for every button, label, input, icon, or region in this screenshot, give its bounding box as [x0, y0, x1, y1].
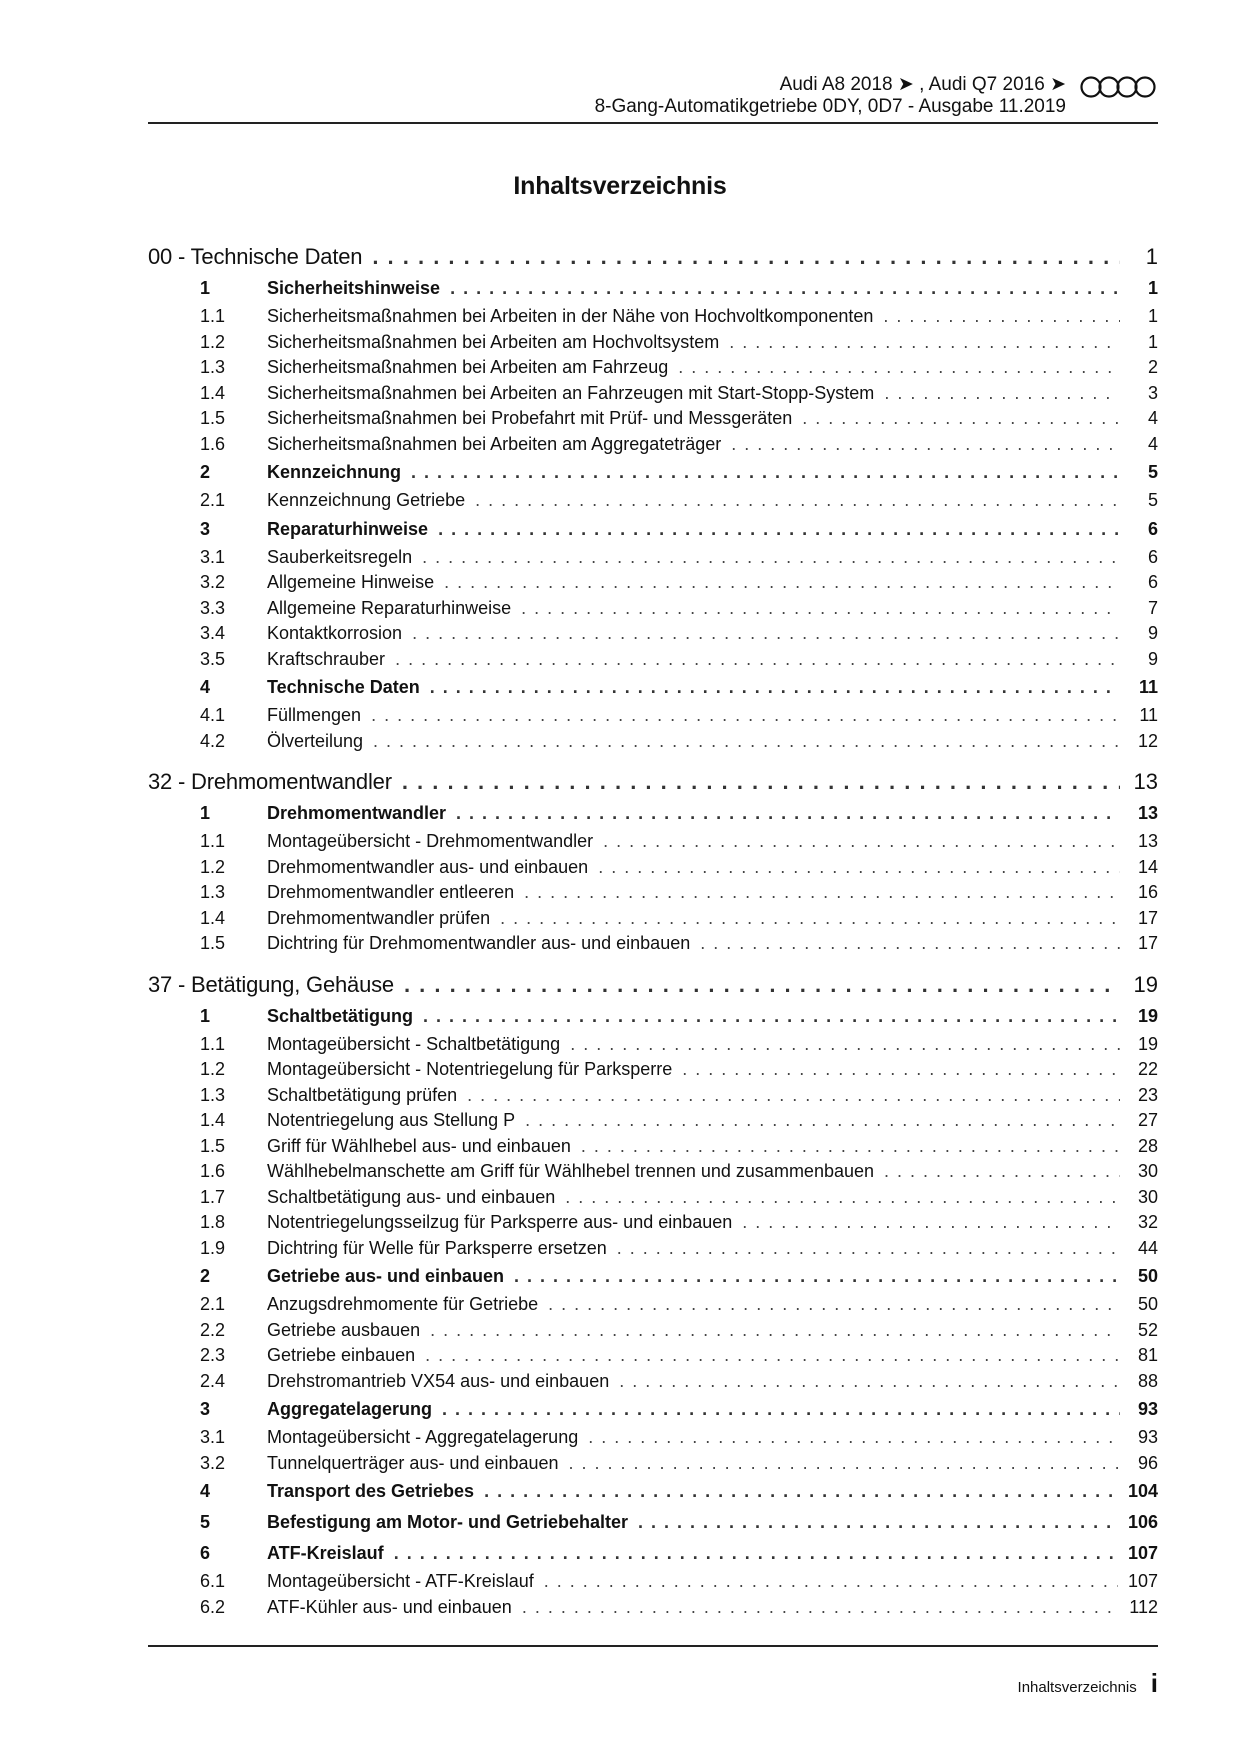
toc-page-number: 44 — [1137, 1237, 1158, 1258]
toc-number: 1 — [200, 803, 211, 823]
dot-leader — [371, 703, 1120, 729]
toc-page-number: 112 — [1129, 1596, 1158, 1617]
page-title: Inhaltsverzeichnis — [513, 172, 727, 200]
toc-number: 1.3 — [200, 882, 226, 902]
toc-label: Sicherheitsmaßnahmen bei Arbeiten an Fahrzeugen mit Start-Stopp-System — [267, 382, 875, 403]
toc-number: 3.4 — [200, 623, 226, 643]
dot-leader — [430, 672, 1120, 703]
toc-number: 3.1 — [200, 546, 226, 567]
toc-number: 3.2 — [200, 1452, 226, 1473]
toc-number: 3 — [200, 518, 211, 539]
dot-leader — [524, 880, 1120, 906]
toc-label: Kennzeichnung — [267, 462, 401, 482]
toc-entry[interactable] — [148, 1032, 1158, 1058]
toc-section[interactable] — [148, 672, 1158, 703]
dot-leader — [521, 596, 1120, 622]
toc-label: Technische Daten — [267, 677, 420, 697]
toc-entry[interactable] — [148, 406, 1158, 432]
toc-section[interactable] — [148, 1476, 1158, 1507]
dot-leader — [411, 457, 1120, 488]
toc-chapter-heading[interactable] — [148, 765, 1158, 798]
toc-entry[interactable] — [148, 1343, 1158, 1369]
toc-page-number: 9 — [1147, 623, 1158, 643]
toc-page-number: 5 — [1147, 462, 1158, 482]
toc-number: 1 — [200, 1005, 211, 1026]
toc-page-number: 2 — [1147, 357, 1158, 377]
toc-section[interactable] — [148, 798, 1158, 829]
toc-label: Getriebe aus- und einbauen — [267, 1266, 505, 1286]
toc-page-number: 30 — [1137, 1186, 1158, 1207]
toc-label: Getriebe ausbauen — [267, 1319, 421, 1340]
toc-number: 6 — [200, 1543, 211, 1563]
dot-leader — [500, 906, 1120, 932]
toc-section[interactable] — [148, 1507, 1158, 1538]
toc-label: Tunnelquerträger aus- und einbauen — [267, 1452, 559, 1473]
toc-entry[interactable] — [148, 432, 1158, 458]
toc-page-number: 5 — [1147, 490, 1158, 510]
toc-entry[interactable] — [148, 545, 1158, 571]
toc-page-number: 1 — [1145, 244, 1158, 269]
toc-entry[interactable] — [148, 621, 1158, 647]
toc-number: 1.9 — [200, 1237, 226, 1258]
toc-page-number: 23 — [1137, 1084, 1158, 1105]
toc-label: Sicherheitshinweise — [267, 278, 441, 298]
toc-label: Drehmomentwandler aus- und einbauen — [267, 856, 589, 877]
toc-section[interactable] — [148, 1538, 1158, 1569]
toc-number: 4 — [200, 1481, 211, 1501]
toc-label: ATF-Kühler aus- und einbauen — [267, 1596, 512, 1617]
toc-page-number: 17 — [1137, 907, 1158, 928]
toc-page-number: 1 — [1147, 331, 1158, 352]
toc-page-number: 93 — [1137, 1427, 1158, 1447]
dot-leader — [638, 1507, 1118, 1538]
toc-entry[interactable] — [148, 829, 1158, 855]
toc-label: Füllmengen — [267, 705, 362, 725]
toc-entry[interactable] — [148, 1292, 1158, 1318]
dot-leader — [450, 273, 1120, 304]
toc-label: 00 - Technische Daten — [148, 244, 363, 269]
toc-label: Reparaturhinweise — [267, 518, 429, 539]
toc-page-number: 107 — [1127, 1571, 1158, 1591]
footer-page-number: i — [1150, 1668, 1158, 1698]
dot-leader — [423, 1001, 1120, 1032]
dot-leader — [444, 570, 1120, 596]
toc-label: Aggregatelagerung — [267, 1399, 433, 1419]
dot-leader — [884, 381, 1120, 407]
toc-label: Schaltbetätigung aus- und einbauen — [267, 1186, 556, 1207]
dot-leader — [425, 1343, 1120, 1369]
dot-leader — [402, 765, 1120, 798]
toc-label: Drehstromantrieb VX54 aus- und einbauen — [267, 1370, 610, 1391]
dot-leader — [619, 1369, 1120, 1395]
toc-entry[interactable] — [148, 488, 1158, 514]
toc-page-number: 9 — [1147, 648, 1158, 669]
toc-page-number: 12 — [1137, 730, 1158, 751]
toc-label: Dichtring für Welle für Parksperre ersetzen — [267, 1237, 607, 1258]
toc-page-number: 6 — [1147, 572, 1158, 592]
toc-number: 3.1 — [200, 1427, 226, 1447]
toc-page-number: 14 — [1137, 856, 1158, 877]
toc-page-number: 32 — [1137, 1212, 1158, 1232]
toc-number: 1.5 — [200, 408, 226, 428]
toc-entry[interactable] — [148, 1185, 1158, 1211]
toc-label: Drehmomentwandler prüfen — [267, 907, 491, 928]
toc-entry[interactable] — [148, 647, 1158, 673]
toc-label: Sicherheitsmaßnahmen bei Arbeiten am Aggregateträger — [267, 433, 722, 454]
toc-number: 1.6 — [200, 1161, 226, 1181]
dot-leader — [569, 1451, 1120, 1477]
toc-label: Griff für Wählhebel aus- und einbauen — [267, 1135, 571, 1156]
toc-number: 1.8 — [200, 1212, 226, 1232]
toc-number: 3 — [200, 1399, 211, 1419]
toc-chapter — [148, 240, 1158, 754]
toc-label: 32 - Drehmomentwandler — [148, 769, 392, 794]
toc-number: 3.3 — [200, 597, 226, 618]
toc-number: 1.2 — [200, 331, 226, 352]
footer-label: Inhaltsverzeichnis — [1017, 1679, 1137, 1696]
toc-label: Dichtring für Drehmomentwandler aus- und einbauen — [267, 933, 691, 953]
toc-number: 1.5 — [200, 1135, 226, 1156]
toc-section[interactable] — [148, 457, 1158, 488]
toc-page-number: 104 — [1127, 1481, 1158, 1501]
toc-page-number: 96 — [1137, 1452, 1158, 1473]
dot-leader — [456, 798, 1120, 829]
toc-label: Transport des Getriebes — [267, 1481, 475, 1501]
toc-number: 2.1 — [200, 1294, 226, 1314]
toc-label: Sicherheitsmaßnahmen bei Arbeiten am Fahrzeug — [267, 357, 669, 377]
toc-label: Befestigung am Motor- und Getriebehalter — [267, 1512, 629, 1532]
toc-section[interactable] — [148, 1001, 1158, 1032]
toc-label: Sicherheitsmaßnahmen bei Probefahrt mit Prüf- und Messgeräten — [267, 408, 793, 428]
toc-entry[interactable] — [148, 1318, 1158, 1344]
dot-leader — [884, 1159, 1120, 1185]
dot-leader — [373, 729, 1120, 755]
toc-number: 4.2 — [200, 730, 226, 751]
toc-page-number: 19 — [1137, 1033, 1158, 1054]
toc-page-number: 28 — [1137, 1135, 1158, 1156]
toc-entry[interactable] — [148, 1569, 1158, 1595]
toc-page-number: 19 — [1133, 971, 1158, 997]
toc-entry[interactable] — [148, 703, 1158, 729]
toc-label: Anzugsdrehmomente für Getriebe — [267, 1294, 539, 1314]
toc-number: 1.1 — [200, 306, 226, 326]
toc-entry[interactable] — [148, 596, 1158, 622]
toc-label: Schaltbetätigung — [267, 1005, 414, 1026]
dot-leader — [598, 855, 1120, 881]
dot-leader — [617, 1236, 1120, 1262]
toc-number: 2.4 — [200, 1370, 226, 1391]
toc-entry[interactable] — [148, 880, 1158, 906]
toc-page-number: 4 — [1147, 408, 1158, 428]
toc-entry[interactable] — [148, 570, 1158, 596]
toc-number: 1.4 — [200, 382, 226, 403]
header-subtitle: 8-Gang-Automatikgetriebe 0DY, 0D7 - Ausgabe 11.2019 — [594, 96, 1066, 117]
dot-leader — [565, 1185, 1120, 1211]
toc-chapter-heading[interactable] — [148, 240, 1158, 273]
toc-label: Sauberkeitsregeln — [267, 546, 413, 567]
toc-label: Drehmomentwandler entleeren — [267, 882, 515, 902]
dot-leader — [522, 1595, 1119, 1621]
table-of-contents — [148, 240, 1158, 1620]
header-text — [595, 74, 1066, 118]
toc-label: Drehmomentwandler — [267, 803, 447, 823]
dot-leader — [700, 931, 1120, 957]
toc-entry[interactable] — [148, 1369, 1158, 1395]
toc-number: 1.4 — [200, 1110, 226, 1130]
toc-number: 1 — [200, 278, 211, 298]
toc-entry[interactable] — [148, 1083, 1158, 1109]
toc-page-number: 11 — [1138, 677, 1158, 697]
toc-section[interactable] — [148, 1394, 1158, 1425]
toc-number: 1.5 — [200, 933, 226, 953]
toc-label: ATF-Kreislauf — [267, 1543, 384, 1563]
toc-page-number: 7 — [1147, 597, 1158, 618]
toc-number: 5 — [200, 1512, 211, 1532]
toc-label: Kontaktkorrosion — [267, 623, 403, 643]
toc-label: Notentriegelungsseilzug für Parksperre aus- und einbauen — [267, 1212, 733, 1232]
toc-label: Ölverteilung — [267, 730, 364, 751]
dot-leader — [412, 621, 1120, 647]
toc-section[interactable] — [148, 273, 1158, 304]
dot-leader — [588, 1425, 1120, 1451]
dot-leader — [802, 406, 1120, 432]
toc-label: Montageübersicht - Aggregatelagerung — [267, 1427, 579, 1447]
toc-entry[interactable] — [148, 1057, 1158, 1083]
toc-page-number: 4 — [1147, 433, 1158, 454]
toc-number: 1.2 — [200, 1059, 226, 1079]
toc-chapter-heading[interactable] — [148, 968, 1158, 1001]
toc-page-number: 3 — [1147, 382, 1158, 403]
toc-page-number: 13 — [1137, 831, 1158, 851]
toc-section[interactable] — [148, 1261, 1158, 1292]
toc-number: 6.1 — [200, 1571, 226, 1591]
toc-entry[interactable] — [148, 1595, 1158, 1621]
toc-page-number: 30 — [1137, 1161, 1158, 1181]
toc-page-number: 50 — [1137, 1266, 1158, 1286]
toc-entry[interactable] — [148, 381, 1158, 407]
toc-label: Montageübersicht - Schaltbetätigung — [267, 1033, 561, 1054]
toc-label: Sicherheitsmaßnahmen bei Arbeiten am Hochvoltsystem — [267, 331, 720, 352]
dot-leader — [442, 1394, 1120, 1425]
toc-entry[interactable] — [148, 1210, 1158, 1236]
toc-page-number: 1 — [1147, 306, 1158, 326]
header-rule — [148, 122, 1158, 124]
toc-number: 2 — [200, 1266, 211, 1286]
toc-entry[interactable] — [148, 1451, 1158, 1477]
toc-number: 1.6 — [200, 433, 226, 454]
toc-entry[interactable] — [148, 855, 1158, 881]
dot-leader — [484, 1476, 1118, 1507]
toc-section[interactable] — [148, 514, 1158, 545]
toc-entry[interactable] — [148, 906, 1158, 932]
toc-label: Montageübersicht - ATF-Kreislauf — [267, 1571, 534, 1591]
dot-leader — [678, 355, 1120, 381]
dot-leader — [372, 240, 1120, 273]
chapter-spacer — [148, 957, 1158, 968]
toc-page-number: 1 — [1147, 278, 1158, 298]
toc-entry[interactable] — [148, 1159, 1158, 1185]
toc-label: Sicherheitsmaßnahmen bei Arbeiten in der Nähe von Hochvoltkomponenten — [267, 306, 874, 326]
toc-page-number: 11 — [1139, 705, 1158, 725]
toc-number: 1.4 — [200, 907, 226, 928]
toc-page-number: 88 — [1137, 1370, 1158, 1391]
dot-leader — [475, 488, 1120, 514]
toc-number: 1.1 — [200, 1033, 226, 1054]
toc-number: 1.1 — [200, 831, 226, 851]
dot-leader — [548, 1292, 1120, 1318]
toc-number: 3.2 — [200, 572, 226, 592]
dot-leader — [742, 1210, 1120, 1236]
toc-number: 1.2 — [200, 856, 226, 877]
dot-leader — [570, 1032, 1120, 1058]
toc-page-number: 81 — [1137, 1345, 1158, 1365]
toc-number: 6.2 — [200, 1596, 226, 1617]
toc-page-number: 106 — [1127, 1512, 1158, 1532]
toc-number: 1.3 — [200, 1084, 226, 1105]
dot-leader — [395, 647, 1120, 673]
header-models: Audi A8 2018 ➤ , Audi Q7 2016 ➤ — [779, 74, 1066, 95]
toc-number: 2 — [200, 462, 211, 482]
toc-entry[interactable] — [148, 1108, 1158, 1134]
toc-number: 2.3 — [200, 1345, 226, 1365]
dot-leader — [514, 1261, 1120, 1292]
toc-number: 2.2 — [200, 1319, 226, 1340]
toc-label: Montageübersicht - Drehmomentwandler — [267, 831, 594, 851]
toc-chapter — [148, 957, 1158, 1621]
page-footer — [1018, 1668, 1158, 1699]
dot-leader — [467, 1083, 1120, 1109]
dot-leader — [422, 545, 1120, 571]
toc-page-number: 6 — [1147, 546, 1158, 567]
toc-page-number: 6 — [1147, 518, 1158, 539]
toc-number: 2.1 — [200, 490, 226, 510]
dot-leader — [581, 1134, 1120, 1160]
toc-entry[interactable] — [148, 729, 1158, 755]
toc-number: 3.5 — [200, 648, 226, 669]
toc-entry[interactable] — [148, 330, 1158, 356]
toc-number: 4 — [200, 677, 211, 697]
toc-label: Allgemeine Reparaturhinweise — [267, 597, 512, 618]
toc-page-number: 13 — [1137, 803, 1158, 823]
dot-leader — [544, 1569, 1118, 1595]
toc-number: 4.1 — [200, 705, 226, 725]
footer-rule — [148, 1645, 1158, 1647]
dot-leader — [731, 432, 1120, 458]
toc-label: Getriebe einbauen — [267, 1345, 416, 1365]
toc-label: Montageübersicht - Notentriegelung für Parksperre — [267, 1059, 673, 1079]
toc-label: Allgemeine Hinweise — [267, 572, 435, 592]
toc-page-number: 13 — [1133, 769, 1158, 794]
dot-leader — [404, 968, 1120, 1001]
toc-number: 1.7 — [200, 1186, 226, 1207]
toc-entry[interactable] — [148, 304, 1158, 330]
toc-label: 37 - Betätigung, Gehäuse — [148, 971, 394, 997]
toc-page-number: 22 — [1137, 1059, 1158, 1079]
toc-label: Schaltbetätigung prüfen — [267, 1084, 458, 1105]
toc-page-number: 27 — [1137, 1110, 1158, 1130]
toc-page-number: 93 — [1137, 1399, 1158, 1419]
dot-leader — [525, 1108, 1120, 1134]
dot-leader — [729, 330, 1120, 356]
toc-chapter — [148, 754, 1158, 957]
chapter-spacer — [148, 754, 1158, 765]
toc-entry[interactable] — [148, 355, 1158, 381]
toc-label: Kennzeichnung Getriebe — [267, 490, 466, 510]
dot-leader — [603, 829, 1120, 855]
page-header — [148, 68, 1158, 122]
dot-leader — [682, 1057, 1120, 1083]
toc-page-number: 107 — [1127, 1543, 1158, 1563]
toc-page-number: 52 — [1137, 1319, 1158, 1340]
dot-leader — [394, 1538, 1118, 1569]
toc-label: Kraftschrauber — [267, 648, 386, 669]
toc-page-number: 17 — [1137, 933, 1158, 953]
toc-page-number: 19 — [1137, 1005, 1158, 1026]
toc-page-number: 50 — [1137, 1294, 1158, 1314]
toc-entry[interactable] — [148, 1134, 1158, 1160]
toc-entry[interactable] — [148, 1425, 1158, 1451]
dot-leader — [883, 304, 1120, 330]
toc-entry[interactable] — [148, 931, 1158, 957]
toc-label: Notentriegelung aus Stellung P — [267, 1110, 516, 1130]
toc-number: 1.3 — [200, 357, 226, 377]
dot-leader — [438, 514, 1120, 545]
audi-rings-icon — [1080, 76, 1158, 98]
toc-page-number: 16 — [1137, 882, 1158, 902]
dot-leader — [430, 1318, 1120, 1344]
toc-label: Wählhebelmanschette am Griff für Wählhebel trennen und zusammenbauen — [267, 1161, 875, 1181]
toc-entry[interactable] — [148, 1236, 1158, 1262]
